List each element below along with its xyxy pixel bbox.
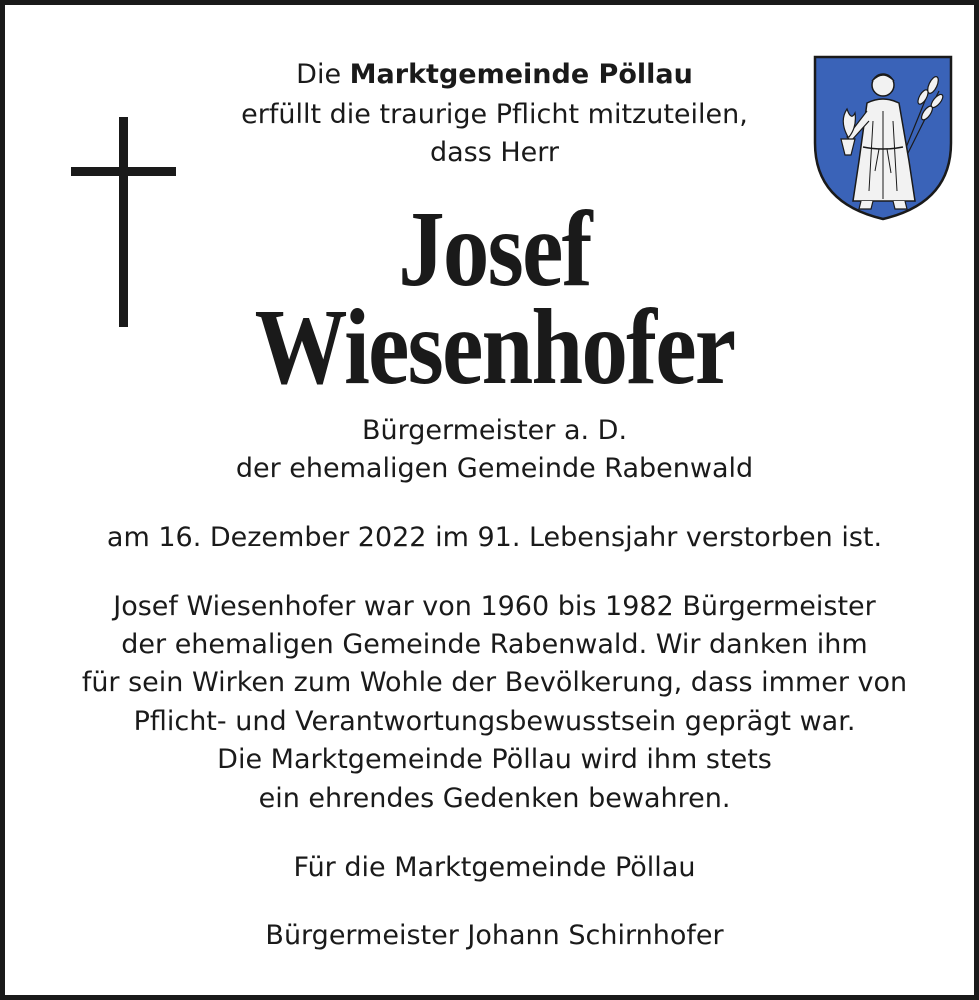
- tribute-line-3: für sein Wirken zum Wohle der Bevölkerung, dass immer von: [81, 667, 908, 698]
- tribute-line-4: Pflicht- und Verantwortungsbewusstsein geprägt war.: [133, 706, 856, 737]
- deceased-title-line-1: Bürgermeister a. D.: [361, 415, 628, 446]
- intro-line-1: [35, 57, 954, 93]
- tribute-line-1: Josef Wiesenhofer war von 1960 bis 1982 Bürgermeister: [113, 591, 876, 622]
- tribute-line-6: ein ehrendes Gedenken bewahren.: [258, 783, 731, 814]
- tribute-line-2: der ehemaligen Gemeinde Rabenwald. Wir danken ihm: [121, 629, 868, 660]
- intro-line-2: erfüllt die traurige Pflicht mitzuteilen,: [241, 99, 748, 130]
- deceased-last-name: Wiesenhofer: [254, 288, 735, 407]
- death-notice-line: am 16. Dezember 2022 im 91. Lebensjahr verstorben ist.: [106, 522, 883, 553]
- municipality-name: Marktgemeinde Pöllau: [349, 59, 693, 90]
- signature-on-behalf: Für die Marktgemeinde Pöllau: [293, 852, 696, 883]
- deceased-title-line-2: der ehemaligen Gemeinde Rabenwald: [235, 453, 754, 484]
- intro-line-3: dass Herr: [429, 137, 560, 168]
- signature-signer: Bürgermeister Johann Schirnhofer: [265, 920, 724, 951]
- deceased-first-name: Josef: [398, 190, 591, 309]
- tribute-line-5: Die Marktgemeinde Pöllau wird ihm stets: [217, 744, 772, 775]
- intro-prefix: Die: [296, 59, 342, 90]
